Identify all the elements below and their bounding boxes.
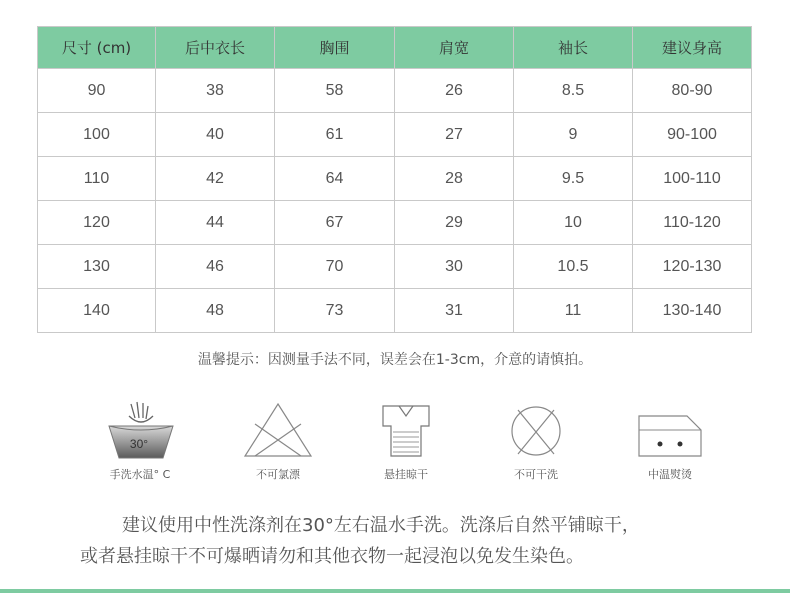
- table-cell: 61: [275, 113, 395, 157]
- table-cell: 90: [38, 69, 156, 113]
- hand-wash-30-icon: [95, 398, 185, 462]
- care-label: 不可干洗: [514, 468, 558, 481]
- wash-instructions-line-1: 建议使用中性洗涤剂在30°左右温水手洗。洗涤后自然平铺晾干，: [122, 515, 640, 536]
- table-cell: 73: [275, 289, 395, 333]
- table-cell: 70: [275, 245, 395, 289]
- care-item-hand-wash: [85, 398, 195, 482]
- size-table: [37, 26, 752, 333]
- care-label: 中温熨烫: [648, 468, 692, 481]
- header-size: 尺寸 (cm): [38, 27, 156, 69]
- header-sleeve: 袖长: [514, 27, 633, 69]
- table-cell: 26: [395, 69, 514, 113]
- care-item-hang-dry: [351, 398, 461, 482]
- table-row: [38, 289, 752, 333]
- table-cell: 11: [514, 289, 633, 333]
- table-cell: 90-100: [633, 113, 752, 157]
- header-chest: 胸围: [275, 27, 395, 69]
- wash-instructions-line-2: 或者悬挂晾干不可爆晒请勿和其他衣物一起浸泡以免发生染色。: [80, 546, 584, 567]
- header-back-length: 后中衣长: [156, 27, 275, 69]
- table-cell: 80-90: [633, 69, 752, 113]
- table-row: [38, 157, 752, 201]
- table-cell: 10: [514, 201, 633, 245]
- care-item-no-bleach: [223, 398, 333, 482]
- header-shoulder: 肩宽: [395, 27, 514, 69]
- table-cell: 100: [38, 113, 156, 157]
- table-cell: 48: [156, 289, 275, 333]
- table-cell: 10.5: [514, 245, 633, 289]
- care-item-iron: [615, 398, 725, 482]
- table-row: [38, 245, 752, 289]
- table-cell: 31: [395, 289, 514, 333]
- table-row: [38, 113, 752, 157]
- no-tumble-dry-icon: [491, 398, 581, 462]
- header-height: 建议身高: [633, 27, 752, 69]
- table-cell: 58: [275, 69, 395, 113]
- table-cell: 27: [395, 113, 514, 157]
- bottom-divider: [0, 589, 790, 593]
- table-cell: 46: [156, 245, 275, 289]
- table-cell: 130-140: [633, 289, 752, 333]
- care-label: 手洗水温° C: [109, 468, 171, 481]
- table-cell: 130: [38, 245, 156, 289]
- hang-dry-icon: [361, 398, 451, 462]
- table-cell: 38: [156, 69, 275, 113]
- table-row: [38, 69, 752, 113]
- care-item-no-dry-clean: [481, 398, 591, 482]
- no-bleach-icon: [233, 398, 323, 462]
- temp-label: 30°: [129, 437, 149, 451]
- table-cell: 29: [395, 201, 514, 245]
- table-cell: 110: [38, 157, 156, 201]
- table-cell: 67: [275, 201, 395, 245]
- table-cell: 8.5: [514, 69, 633, 113]
- care-label: 不可氯漂: [256, 468, 300, 481]
- table-cell: 120: [38, 201, 156, 245]
- table-cell: 100-110: [633, 157, 752, 201]
- table-cell: 9.5: [514, 157, 633, 201]
- table-cell: 30: [395, 245, 514, 289]
- table-cell: 42: [156, 157, 275, 201]
- table-cell: 110-120: [633, 201, 752, 245]
- iron-medium-icon: [625, 398, 715, 462]
- table-cell: 44: [156, 201, 275, 245]
- table-cell: 64: [275, 157, 395, 201]
- table-cell: 28: [395, 157, 514, 201]
- care-icons: [85, 398, 725, 488]
- measurement-note: 温馨提示：因测量手法不同，误差会在1-3cm，介意的请慎拍。: [197, 352, 593, 368]
- table-row: [38, 201, 752, 245]
- care-label: 悬挂晾干: [384, 468, 428, 481]
- table-cell: 120-130: [633, 245, 752, 289]
- table-cell: 9: [514, 113, 633, 157]
- table-cell: 140: [38, 289, 156, 333]
- table-header-row: [38, 27, 752, 69]
- table-cell: 40: [156, 113, 275, 157]
